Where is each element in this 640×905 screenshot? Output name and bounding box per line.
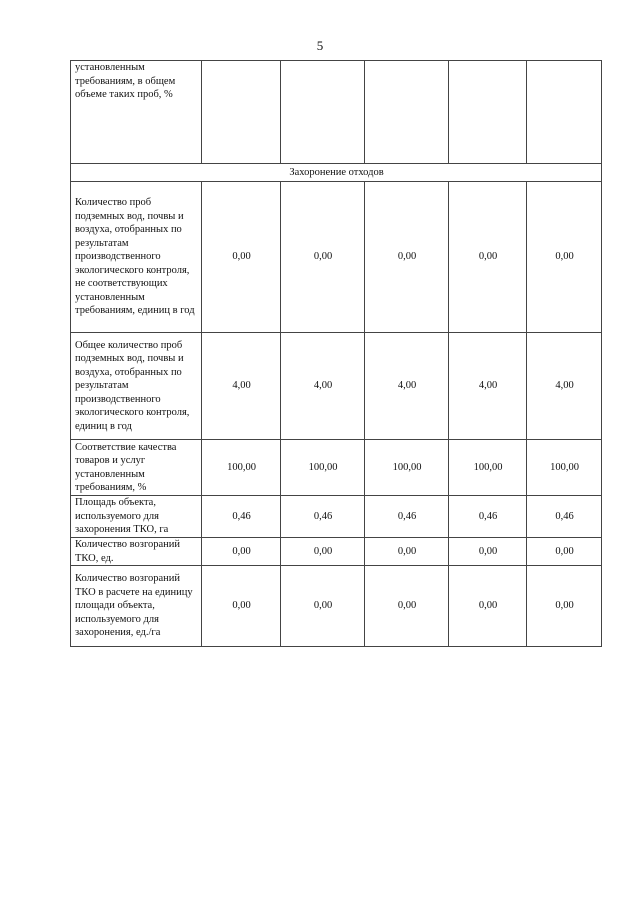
- value-cell: 0,00: [281, 538, 365, 566]
- table-row: [71, 538, 602, 566]
- value-cell: 0,00: [449, 566, 527, 647]
- page-number: 5: [316, 38, 324, 53]
- value-cell: 0,00: [527, 182, 602, 333]
- row-label: Общее количество проб подземных вод, почвы и воздуха, отобранных по результатам производственного экологического контроля, единиц в год: [71, 333, 202, 440]
- value-cell: [527, 61, 602, 164]
- value-cell: 0,00: [365, 538, 449, 566]
- value-cell: [202, 61, 281, 164]
- value-cell: 0,00: [527, 566, 602, 647]
- table-row: [71, 61, 602, 164]
- value-cell: 0,46: [281, 496, 365, 538]
- value-cell: 0,00: [202, 566, 281, 647]
- section-header-row: [71, 164, 602, 182]
- value-cell: 0,00: [365, 566, 449, 647]
- value-cell: 4,00: [449, 333, 527, 440]
- value-cell: 100,00: [527, 440, 602, 496]
- table-row: [71, 496, 602, 538]
- table-row: [71, 440, 602, 496]
- row-label: установленным требованиям, в общем объеме таких проб, %: [71, 61, 202, 164]
- value-cell: 0,46: [527, 496, 602, 538]
- value-cell: 0,00: [449, 182, 527, 333]
- indicators-table: [70, 60, 602, 647]
- value-cell: 0,00: [365, 182, 449, 333]
- table-row: [71, 333, 602, 440]
- value-cell: 0,46: [202, 496, 281, 538]
- value-cell: 100,00: [365, 440, 449, 496]
- value-cell: 4,00: [202, 333, 281, 440]
- value-cell: [449, 61, 527, 164]
- section-title: Захоронение отходов: [71, 164, 602, 182]
- value-cell: 100,00: [449, 440, 527, 496]
- row-label: Соответствие качества товаров и услуг установленным требованиям, %: [71, 440, 202, 496]
- value-cell: 0,46: [365, 496, 449, 538]
- value-cell: 0,00: [449, 538, 527, 566]
- value-cell: 100,00: [202, 440, 281, 496]
- value-cell: 0,00: [202, 182, 281, 333]
- row-label: Площадь объекта, используемого для захоронения ТКО, га: [71, 496, 202, 538]
- value-cell: [365, 61, 449, 164]
- row-label: Количество возгораний ТКО, ед.: [71, 538, 202, 566]
- value-cell: 4,00: [527, 333, 602, 440]
- value-cell: 4,00: [281, 333, 365, 440]
- value-cell: 0,00: [527, 538, 602, 566]
- value-cell: 100,00: [281, 440, 365, 496]
- row-label: Количество проб подземных вод, почвы и воздуха, отобранных по результатам производственного экологического контроля, не соответствующих установленным требованиям, единиц в год: [71, 182, 202, 333]
- value-cell: 0,00: [202, 538, 281, 566]
- value-cell: 0,00: [281, 566, 365, 647]
- table-row: [71, 566, 602, 647]
- value-cell: 0,46: [449, 496, 527, 538]
- value-cell: 0,00: [281, 182, 365, 333]
- row-label: Количество возгораний ТКО в расчете на единицу площади объекта, используемого для захоронения, ед./га: [71, 566, 202, 647]
- value-cell: [281, 61, 365, 164]
- table-row: [71, 182, 602, 333]
- value-cell: 4,00: [365, 333, 449, 440]
